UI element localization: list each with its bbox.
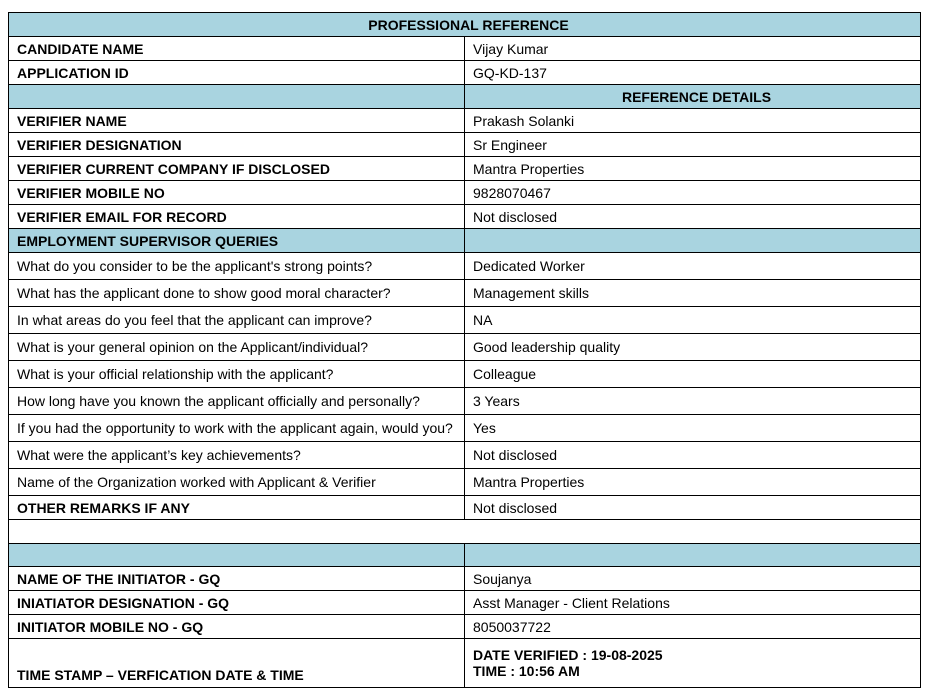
section-header-row (9, 544, 921, 567)
blank-cell (9, 520, 921, 544)
field-label: CANDIDATE NAME (9, 37, 465, 61)
field-label: VERIFIER EMAIL FOR RECORD (9, 205, 465, 229)
query-value: Colleague (465, 361, 921, 388)
blank-row (9, 520, 921, 544)
table-row (9, 415, 921, 442)
field-label: INITIATOR MOBILE NO - GQ (9, 615, 465, 639)
query-label: What is your general opinion on the Applicant/individual? (9, 334, 465, 361)
query-label: Name of the Organization worked with Applicant & Verifier (9, 469, 465, 496)
field-value: Sr Engineer (465, 133, 921, 157)
query-label: What do you consider to be the applicant's strong points? (9, 253, 465, 280)
field-label: VERIFIER CURRENT COMPANY IF DISCLOSED (9, 157, 465, 181)
table-row (9, 591, 921, 615)
table-row (9, 280, 921, 307)
date-verified: DATE VERIFIED : 19-08-2025 (473, 647, 663, 663)
queries-title: EMPLOYMENT SUPERVISOR QUERIES (9, 229, 465, 253)
timestamp-value (465, 639, 921, 688)
table-row (9, 205, 921, 229)
query-label: How long have you known the applicant officially and personally? (9, 388, 465, 415)
section-header-row (9, 229, 921, 253)
table-row (9, 253, 921, 280)
page-title: PROFESSIONAL REFERENCE (9, 13, 921, 37)
reference-table (8, 12, 921, 688)
timestamp-row (9, 639, 921, 688)
query-value: Mantra Properties (465, 469, 921, 496)
section-header-blank (9, 544, 465, 567)
field-value: Mantra Properties (465, 157, 921, 181)
field-value: GQ-KD-137 (465, 61, 921, 85)
query-value: Good leadership quality (465, 334, 921, 361)
title-row (9, 13, 921, 37)
query-value: Management skills (465, 280, 921, 307)
field-value: Soujanya (465, 567, 921, 591)
table-row (9, 388, 921, 415)
section-header-row (9, 85, 921, 109)
reference-details-title: REFERENCE DETAILS (465, 85, 921, 109)
table-row (9, 442, 921, 469)
query-value: Dedicated Worker (465, 253, 921, 280)
field-value: Asst Manager - Client Relations (465, 591, 921, 615)
field-value: 8050037722 (465, 615, 921, 639)
table-row (9, 615, 921, 639)
query-value: 3 Years (465, 388, 921, 415)
field-label: VERIFIER DESIGNATION (9, 133, 465, 157)
section-header-blank (9, 85, 465, 109)
table-row (9, 61, 921, 85)
field-value: Prakash Solanki (465, 109, 921, 133)
field-value: 9828070467 (465, 181, 921, 205)
field-label: NAME OF THE INITIATOR - GQ (9, 567, 465, 591)
query-value: Not disclosed (465, 442, 921, 469)
table-row (9, 361, 921, 388)
field-value: Vijay Kumar (465, 37, 921, 61)
table-row (9, 157, 921, 181)
table-row (9, 469, 921, 496)
field-label: VERIFIER MOBILE NO (9, 181, 465, 205)
timestamp-label: TIME STAMP – VERFICATION DATE & TIME (9, 639, 465, 688)
field-value: Not disclosed (465, 205, 921, 229)
field-value: Not disclosed (465, 496, 921, 520)
field-label: VERIFIER NAME (9, 109, 465, 133)
section-header-blank (465, 229, 921, 253)
query-label: If you had the opportunity to work with the applicant again, would you? (9, 415, 465, 442)
query-label: What has the applicant done to show good moral character? (9, 280, 465, 307)
table-row (9, 133, 921, 157)
table-row (9, 181, 921, 205)
table-row (9, 109, 921, 133)
table-row (9, 37, 921, 61)
table-row (9, 567, 921, 591)
field-label: OTHER REMARKS IF ANY (9, 496, 465, 520)
query-label: What is your official relationship with the applicant? (9, 361, 465, 388)
query-label: What were the applicant’s key achievements? (9, 442, 465, 469)
field-label: APPLICATION ID (9, 61, 465, 85)
time-verified: TIME : 10:56 AM (473, 663, 580, 679)
section-header-blank (465, 544, 921, 567)
query-value: Yes (465, 415, 921, 442)
table-row (9, 496, 921, 520)
query-label: In what areas do you feel that the applicant can improve? (9, 307, 465, 334)
table-row (9, 334, 921, 361)
query-value: NA (465, 307, 921, 334)
table-row (9, 307, 921, 334)
field-label: INIATIATOR DESIGNATION - GQ (9, 591, 465, 615)
